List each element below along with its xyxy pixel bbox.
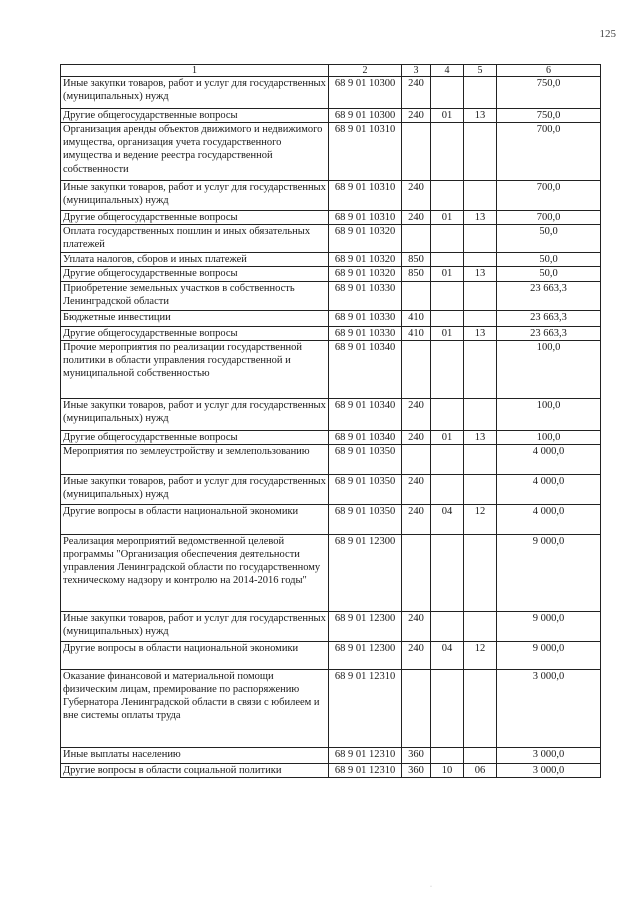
table-row: [61, 267, 601, 281]
row-sum-cell: 3 000,0: [497, 669, 601, 747]
table-row: [61, 474, 601, 504]
row-name-cell: Другие общегосударственные вопросы: [61, 211, 329, 225]
row-sum-cell: 9 000,0: [497, 611, 601, 641]
row-name-cell: Другие общегосударственные вопросы: [61, 109, 329, 123]
row-rz-cell: [431, 669, 464, 747]
row-code-cell: 68 9 01 10350: [329, 504, 402, 534]
table-row: [61, 225, 601, 253]
row-code-cell: 68 9 01 10350: [329, 474, 402, 504]
row-sum-cell: 3 000,0: [497, 747, 601, 763]
row-rz-cell: [431, 123, 464, 181]
row-code-cell: 68 9 01 10320: [329, 253, 402, 267]
table-row: [61, 430, 601, 444]
row-code-cell: 68 9 01 10340: [329, 430, 402, 444]
row-code-cell: 68 9 01 10330: [329, 326, 402, 340]
footer-mark: ·: [430, 884, 432, 890]
row-sum-cell: 23 663,3: [497, 310, 601, 326]
row-pr-cell: [464, 123, 497, 181]
row-name-cell: Другие вопросы в области национальной экономики: [61, 641, 329, 669]
row-pr-cell: 13: [464, 211, 497, 225]
row-code-cell: 68 9 01 10300: [329, 109, 402, 123]
row-rz-cell: 01: [431, 211, 464, 225]
row-name-cell: Мероприятия по землеустройству и землепользованию: [61, 444, 329, 474]
row-rz-cell: [431, 474, 464, 504]
row-sum-cell: 9 000,0: [497, 641, 601, 669]
column-header: 6: [497, 65, 601, 77]
row-rz-cell: [431, 398, 464, 430]
row-code-cell: 68 9 01 12310: [329, 747, 402, 763]
row-vr-cell: 240: [402, 398, 431, 430]
row-vr-cell: 240: [402, 211, 431, 225]
row-vr-cell: 850: [402, 253, 431, 267]
row-sum-cell: 750,0: [497, 109, 601, 123]
row-rz-cell: [431, 534, 464, 611]
row-pr-cell: [464, 281, 497, 310]
row-name-cell: Иные закупки товаров, работ и услуг для государственных (муниципальных) нужд: [61, 474, 329, 504]
row-sum-cell: 50,0: [497, 225, 601, 253]
row-code-cell: 68 9 01 10310: [329, 181, 402, 211]
row-sum-cell: 4 000,0: [497, 474, 601, 504]
budget-table: [60, 64, 601, 778]
row-name-cell: Уплата налогов, сборов и иных платежей: [61, 253, 329, 267]
row-vr-cell: 360: [402, 747, 431, 763]
row-rz-cell: [431, 253, 464, 267]
row-rz-cell: [431, 611, 464, 641]
row-vr-cell: [402, 534, 431, 611]
row-sum-cell: 100,0: [497, 398, 601, 430]
table-row: [61, 211, 601, 225]
row-pr-cell: [464, 534, 497, 611]
row-code-cell: 68 9 01 10340: [329, 340, 402, 398]
table-row: [61, 611, 601, 641]
column-header: 2: [329, 65, 402, 77]
row-rz-cell: [431, 747, 464, 763]
row-vr-cell: 240: [402, 109, 431, 123]
page-number: 125: [599, 28, 616, 40]
row-rz-cell: [431, 444, 464, 474]
row-rz-cell: [431, 310, 464, 326]
row-code-cell: 68 9 01 12310: [329, 669, 402, 747]
row-sum-cell: 100,0: [497, 430, 601, 444]
table-row: [61, 281, 601, 310]
table-row: [61, 77, 601, 109]
row-code-cell: 68 9 01 10330: [329, 281, 402, 310]
row-code-cell: 68 9 01 12300: [329, 534, 402, 611]
row-vr-cell: 850: [402, 267, 431, 281]
row-name-cell: Иные выплаты населению: [61, 747, 329, 763]
row-vr-cell: [402, 281, 431, 310]
row-name-cell: Организация аренды объектов движимого и недвижимого имущества, организация учета государственного имущества и ведение реестра государственной собственности: [61, 123, 329, 181]
row-rz-cell: [431, 340, 464, 398]
column-header: 3: [402, 65, 431, 77]
row-sum-cell: 4 000,0: [497, 444, 601, 474]
row-vr-cell: [402, 225, 431, 253]
row-vr-cell: 240: [402, 474, 431, 504]
row-code-cell: 68 9 01 10300: [329, 77, 402, 109]
table-row: [61, 340, 601, 398]
table-row: [61, 123, 601, 181]
row-vr-cell: 360: [402, 763, 431, 777]
table-row: [61, 534, 601, 611]
row-code-cell: 68 9 01 10310: [329, 123, 402, 181]
row-name-cell: Другие общегосударственные вопросы: [61, 430, 329, 444]
row-pr-cell: [464, 310, 497, 326]
row-vr-cell: [402, 444, 431, 474]
row-vr-cell: [402, 340, 431, 398]
row-code-cell: 68 9 01 10340: [329, 398, 402, 430]
row-sum-cell: 23 663,3: [497, 281, 601, 310]
row-pr-cell: [464, 398, 497, 430]
row-name-cell: Иные закупки товаров, работ и услуг для государственных (муниципальных) нужд: [61, 181, 329, 211]
row-sum-cell: 750,0: [497, 77, 601, 109]
row-code-cell: 68 9 01 10330: [329, 310, 402, 326]
row-name-cell: Другие вопросы в области социальной политики: [61, 763, 329, 777]
table-header-row: [61, 65, 601, 77]
row-name-cell: Приобретение земельных участков в собственность Ленинградской области: [61, 281, 329, 310]
row-vr-cell: [402, 123, 431, 181]
row-pr-cell: 13: [464, 430, 497, 444]
row-rz-cell: [431, 77, 464, 109]
row-pr-cell: [464, 253, 497, 267]
table-row: [61, 669, 601, 747]
row-sum-cell: 50,0: [497, 253, 601, 267]
row-rz-cell: 04: [431, 504, 464, 534]
row-name-cell: Иные закупки товаров, работ и услуг для государственных (муниципальных) нужд: [61, 77, 329, 109]
table-row: [61, 504, 601, 534]
row-sum-cell: 23 663,3: [497, 326, 601, 340]
row-vr-cell: 410: [402, 326, 431, 340]
row-rz-cell: 01: [431, 326, 464, 340]
row-vr-cell: 240: [402, 181, 431, 211]
table-row: [61, 641, 601, 669]
row-rz-cell: 01: [431, 430, 464, 444]
row-name-cell: Бюджетные инвестиции: [61, 310, 329, 326]
row-pr-cell: [464, 611, 497, 641]
row-name-cell: Прочие мероприятия по реализации государственной политики в области управления государственной и муниципальной собственностью: [61, 340, 329, 398]
table-row: [61, 763, 601, 777]
row-pr-cell: [464, 444, 497, 474]
row-pr-cell: [464, 669, 497, 747]
row-name-cell: Реализация мероприятий ведомственной целевой программы "Организация обеспечения деятельности управления Ленинградской области по государственному техническому надзору и контролю на 2014-2016 годы": [61, 534, 329, 611]
row-name-cell: Оказание финансовой и материальной помощи физическим лицам, премирование по распоряжению Губернатора Ленинградской области в связи с юбилеем и вне системы оплаты труда: [61, 669, 329, 747]
row-sum-cell: 9 000,0: [497, 534, 601, 611]
table-row: [61, 310, 601, 326]
row-vr-cell: 240: [402, 641, 431, 669]
column-header: 4: [431, 65, 464, 77]
row-name-cell: Иные закупки товаров, работ и услуг для государственных (муниципальных) нужд: [61, 611, 329, 641]
row-pr-cell: [464, 474, 497, 504]
row-sum-cell: 700,0: [497, 181, 601, 211]
row-vr-cell: [402, 669, 431, 747]
row-pr-cell: [464, 181, 497, 211]
row-code-cell: 68 9 01 12310: [329, 763, 402, 777]
row-sum-cell: 100,0: [497, 340, 601, 398]
row-name-cell: Другие вопросы в области национальной экономики: [61, 504, 329, 534]
row-vr-cell: 410: [402, 310, 431, 326]
row-sum-cell: 700,0: [497, 211, 601, 225]
row-pr-cell: [464, 747, 497, 763]
table-row: [61, 747, 601, 763]
column-header: 5: [464, 65, 497, 77]
row-rz-cell: [431, 281, 464, 310]
row-pr-cell: 06: [464, 763, 497, 777]
row-vr-cell: 240: [402, 430, 431, 444]
row-pr-cell: 13: [464, 267, 497, 281]
row-code-cell: 68 9 01 10310: [329, 211, 402, 225]
row-pr-cell: [464, 225, 497, 253]
row-name-cell: Иные закупки товаров, работ и услуг для государственных (муниципальных) нужд: [61, 398, 329, 430]
table-row: [61, 253, 601, 267]
row-sum-cell: 3 000,0: [497, 763, 601, 777]
row-code-cell: 68 9 01 10350: [329, 444, 402, 474]
row-vr-cell: 240: [402, 77, 431, 109]
row-pr-cell: [464, 77, 497, 109]
row-vr-cell: 240: [402, 611, 431, 641]
row-name-cell: Оплата государственных пошлин и иных обязательных платежей: [61, 225, 329, 253]
row-pr-cell: [464, 340, 497, 398]
table-row: [61, 326, 601, 340]
row-code-cell: 68 9 01 10320: [329, 225, 402, 253]
row-name-cell: Другие общегосударственные вопросы: [61, 326, 329, 340]
row-pr-cell: 13: [464, 109, 497, 123]
row-name-cell: Другие общегосударственные вопросы: [61, 267, 329, 281]
row-rz-cell: [431, 225, 464, 253]
row-rz-cell: [431, 181, 464, 211]
row-pr-cell: 13: [464, 326, 497, 340]
row-sum-cell: 700,0: [497, 123, 601, 181]
row-code-cell: 68 9 01 10320: [329, 267, 402, 281]
row-rz-cell: 01: [431, 267, 464, 281]
row-vr-cell: 240: [402, 504, 431, 534]
table-row: [61, 444, 601, 474]
table-row: [61, 398, 601, 430]
row-code-cell: 68 9 01 12300: [329, 611, 402, 641]
column-header: 1: [61, 65, 329, 77]
row-rz-cell: 04: [431, 641, 464, 669]
row-sum-cell: 50,0: [497, 267, 601, 281]
table-row: [61, 109, 601, 123]
row-pr-cell: 12: [464, 641, 497, 669]
row-rz-cell: 10: [431, 763, 464, 777]
table-row: [61, 181, 601, 211]
row-rz-cell: 01: [431, 109, 464, 123]
row-sum-cell: 4 000,0: [497, 504, 601, 534]
row-code-cell: 68 9 01 12300: [329, 641, 402, 669]
row-pr-cell: 12: [464, 504, 497, 534]
